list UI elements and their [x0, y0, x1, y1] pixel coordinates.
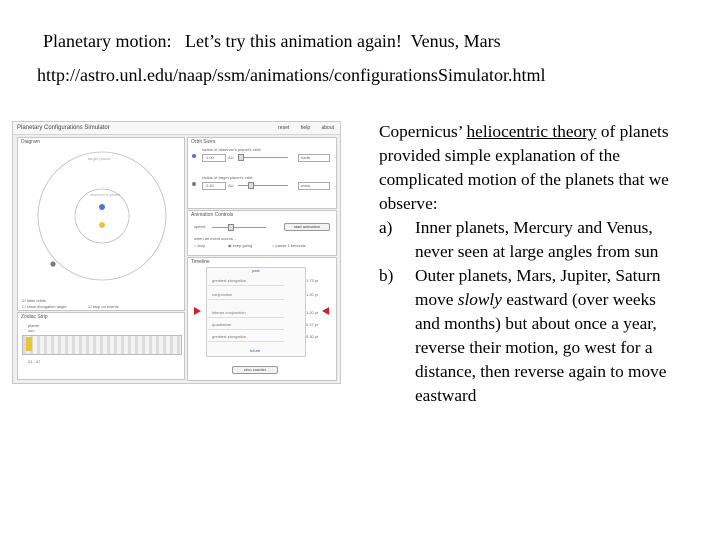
list-item-a	[379, 216, 669, 264]
check-show-elongation[interactable]: ☐ show elongation angle	[22, 304, 67, 309]
target-radius-slider[interactable]	[238, 185, 288, 186]
simulator-screenshot	[12, 121, 341, 384]
start-animation-button[interactable]: start animation	[284, 223, 330, 231]
timeline-past-label: past	[252, 268, 260, 273]
list-text-b-end: eastward (over weeks and months) but about once a year, reverse their motion, go west for a distance, then reverse again to move eastward	[415, 290, 667, 405]
inner-orbit	[75, 189, 129, 243]
earth-planet[interactable]	[99, 204, 105, 210]
intro-paragraph	[379, 120, 669, 216]
event-option-keep-going[interactable]: ◉ keep going	[228, 243, 253, 248]
timeline-right-arrow-icon[interactable]	[322, 307, 329, 315]
timeline-row: conjunction	[208, 292, 284, 300]
mars-planet[interactable]	[50, 261, 55, 266]
timeline-year: 1.20 yr	[306, 292, 319, 297]
observer-radius-input[interactable]: 1.00	[202, 154, 226, 162]
timeline-row: inferior conjunction	[208, 310, 284, 318]
observer-planet-select[interactable]: earth	[298, 154, 330, 162]
slowly-emphasis: slowly	[457, 290, 502, 309]
timeline-label: Timeline	[191, 259, 210, 265]
zero-counter-button[interactable]: zero counter	[232, 366, 278, 374]
slide-title: Planetary motion: Let’s try this animation again! Venus, Mars	[43, 31, 501, 51]
about-link[interactable]: about	[321, 125, 334, 131]
event-option-stop[interactable]: ○ stop	[194, 243, 206, 248]
diagram-panel	[17, 137, 185, 311]
intro-text-start: Copernicus’	[379, 122, 467, 141]
timeline-year: 1.73 yr	[306, 278, 319, 283]
simulator-url[interactable]: http://astro.unl.edu/naap/ssm/animations/configurationsSimulator.html	[37, 65, 546, 85]
reset-link[interactable]: reset	[278, 125, 290, 131]
check-label-orbits[interactable]: ☑ label orbits	[22, 298, 47, 303]
help-link[interactable]: help	[300, 125, 311, 131]
event-label: when an event occurs ...	[194, 236, 238, 241]
check-stop-events[interactable]: ☑ stop on events	[88, 304, 119, 309]
target-planet-label: target planet	[88, 156, 111, 161]
target-radius-knob[interactable]	[248, 182, 254, 189]
zodiac-coords: 21 : 47	[28, 359, 41, 364]
simulator-title-bar	[13, 122, 340, 135]
timeline-year: 0.30 yr	[306, 334, 319, 339]
explanation-text	[379, 120, 669, 408]
observer-radius-slider[interactable]	[238, 157, 288, 158]
list-item-b	[379, 264, 669, 408]
simulator-links	[268, 125, 334, 131]
target-planet-select[interactable]: mars	[298, 182, 330, 190]
zodiac-sun-label: sun	[28, 328, 35, 333]
timeline-row: greatest elongation	[208, 334, 284, 342]
simulator-title: Planetary Configurations Simulator	[17, 125, 110, 131]
target-au-unit: AU	[228, 183, 234, 188]
list-text-b-start: Outer planets, Mars, Jupiter, Saturn move	[415, 266, 661, 309]
timeline-year: 1.20 yr	[306, 310, 319, 315]
sun-icon	[99, 222, 105, 228]
animation-controls-label: Animation Controls	[191, 212, 234, 218]
animation-controls-panel	[187, 210, 337, 256]
observer-label: observer's planet	[90, 192, 121, 197]
zodiac-strip	[22, 335, 182, 355]
observer-planet-dot	[192, 154, 196, 158]
timeline-panel	[187, 257, 337, 381]
event-option-pause[interactable]: ○ pause 1 seconds	[272, 243, 306, 248]
list-marker-b: b)	[379, 266, 394, 285]
observer-radius-label: radius of observer's planet's orbit:	[202, 147, 262, 152]
orbit-sizes-panel	[187, 137, 337, 209]
zodiac-label: Zodiac Strip	[21, 314, 48, 320]
timeline-left-arrow-icon[interactable]	[194, 307, 201, 315]
timeline-future-label: future	[250, 348, 261, 353]
list-text-a: Inner planets, Mercury and Venus, never seen at large angles from sun	[415, 218, 659, 261]
speed-knob[interactable]	[228, 224, 234, 231]
intro-text-end: of planets provided simple explanation of the complicated motion of the planets that we observe:	[379, 122, 669, 213]
timeline-row: greatest elongation	[208, 278, 284, 286]
timeline-row: quadrature	[208, 322, 284, 330]
orbit-diagram[interactable]	[18, 146, 184, 296]
observer-au-unit: AU	[228, 155, 234, 160]
list-marker-a: a)	[379, 218, 393, 237]
orbit-sizes-label: Orbit Sizes	[191, 139, 216, 145]
zodiac-sun-marker	[26, 337, 32, 351]
outer-orbit	[38, 152, 166, 280]
zodiac-planet-label: planet	[28, 323, 39, 328]
zodiac-panel	[17, 312, 185, 380]
speed-label: speed:	[194, 224, 207, 229]
timeline-year: 0.47 yr	[306, 322, 319, 327]
speed-slider[interactable]	[212, 227, 266, 228]
diagram-label: Diagram	[21, 139, 40, 145]
target-planet-dot	[192, 182, 196, 186]
target-radius-label: radius of target planet's orbit:	[202, 175, 254, 180]
target-radius-input[interactable]: 2.40	[202, 182, 226, 190]
heliocentric-theory-link: heliocentric theory	[466, 122, 597, 141]
observer-radius-knob[interactable]	[238, 154, 244, 161]
